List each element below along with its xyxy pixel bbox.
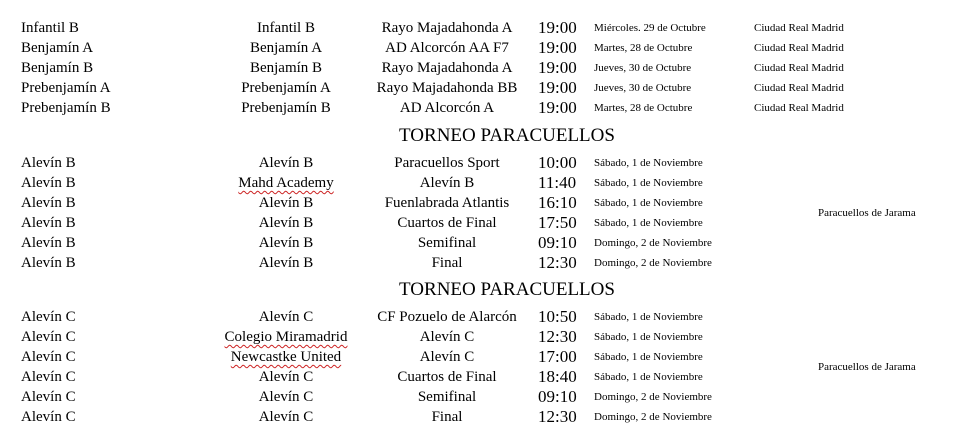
date-cell: Sábado, 1 de Noviembre [594,371,703,383]
team-cell: Alevín B [21,175,76,191]
date-cell: Domingo, 2 de Noviembre [594,411,712,423]
time-cell: 19:00 [538,18,577,37]
time-cell: 12:30 [538,253,577,272]
home-team-cell: Alevín B [258,155,314,171]
team-cell: Alevín C [21,309,76,325]
tournament-row [0,173,960,193]
home-team-cell: Colegio Miramadrid [224,329,348,345]
venue-cell: Ciudad Real Madrid [754,42,844,54]
tournament-row [0,327,960,347]
time-cell: 09:10 [538,233,577,252]
venue-cell: Ciudad Real Madrid [754,62,844,74]
tournament-row [0,193,960,213]
time-cell: 18:40 [538,367,577,386]
team-cell: Alevín B [21,195,76,211]
away-team-cell: AD Alcorcón AA F7 [385,40,509,56]
home-team-cell: Alevín C [258,389,314,405]
home-team-cell: Alevín B [258,255,314,271]
time-cell: 19:00 [538,58,577,77]
time-cell: 19:00 [538,98,577,117]
tournament-title: TORNEO PARACUELLOS [399,279,615,300]
away-team-cell: AD Alcorcón A [399,100,495,116]
away-team-cell: Semifinal [417,389,477,405]
tournament-row [0,233,960,253]
tournament-row [0,347,960,367]
date-cell: Sábado, 1 de Noviembre [594,177,703,189]
tournament-title: TORNEO PARACUELLOS [399,125,615,146]
team-cell: Prebenjamín B [21,100,111,116]
tournament-row [0,387,960,407]
team-cell: Alevín C [21,329,76,345]
away-team-cell: Alevín C [419,329,475,345]
tournament-row [0,213,960,233]
home-team-cell: Prebenjamín A [241,80,331,96]
time-cell: 12:30 [538,327,577,346]
venue-cell: Ciudad Real Madrid [754,102,844,114]
tournament-row [0,407,960,427]
away-team-cell: Fuenlabrada Atlantis [384,195,510,211]
date-cell: Sábado, 1 de Noviembre [594,351,703,363]
away-team-cell: Cuartos de Final [397,369,497,385]
home-team-cell: Mahd Academy [238,175,334,191]
team-cell: Alevín B [21,255,76,271]
team-cell: Infantil B [21,20,79,36]
away-team-cell: Alevín C [419,349,475,365]
tournament-venue: Paracuellos de Jarama [818,361,916,373]
home-team-cell: Prebenjamín B [241,100,331,116]
tournament-row [0,153,960,173]
away-team-cell: Cuartos de Final [397,215,497,231]
time-cell: 10:50 [538,307,577,326]
home-team-cell: Newcastke United [230,349,342,365]
home-team-cell: Alevín B [258,215,314,231]
away-team-cell: CF Pozuelo de Alarcón [377,309,517,325]
venue-cell: Ciudad Real Madrid [754,82,844,94]
time-cell: 09:10 [538,387,577,406]
time-cell: 19:00 [538,38,577,57]
home-team-cell: Benjamín B [249,60,323,76]
team-cell: Alevín C [21,389,76,405]
date-cell: Domingo, 2 de Noviembre [594,237,712,249]
team-cell: Prebenjamín A [21,80,111,96]
date-cell: Sábado, 1 de Noviembre [594,197,703,209]
team-cell: Alevín B [21,155,76,171]
team-cell: Alevín C [21,369,76,385]
home-team-cell: Alevín C [258,309,314,325]
away-team-cell: Paracuellos Sport [394,155,500,171]
team-cell: Benjamín B [21,60,94,76]
time-cell: 10:00 [538,153,577,172]
match-row [0,98,960,118]
date-cell: Domingo, 2 de Noviembre [594,257,712,269]
time-cell: 12:30 [538,407,577,426]
time-cell: 16:10 [538,193,577,212]
match-row [0,18,960,38]
away-team-cell: Alevín B [419,175,475,191]
venue-cell: Ciudad Real Madrid [754,22,844,34]
away-team-cell: Semifinal [417,235,477,251]
tournament-row [0,367,960,387]
time-cell: 19:00 [538,78,577,97]
home-team-cell: Alevín C [258,369,314,385]
away-team-cell: Final [431,255,463,271]
date-cell: Sábado, 1 de Noviembre [594,311,703,323]
team-cell: Benjamín A [21,40,94,56]
match-row [0,58,960,78]
tournament-venue: Paracuellos de Jarama [818,207,916,219]
time-cell: 17:00 [538,347,577,366]
home-team-cell: Alevín B [258,195,314,211]
date-cell: Domingo, 2 de Noviembre [594,391,712,403]
away-team-cell: Rayo Majadahonda BB [376,80,518,96]
team-cell: Alevín C [21,349,76,365]
date-cell: Sábado, 1 de Noviembre [594,331,703,343]
home-team-cell: Alevín B [258,235,314,251]
time-cell: 17:50 [538,213,577,232]
home-team-cell: Infantil B [257,20,315,36]
tournament-row [0,307,960,327]
away-team-cell: Rayo Majadahonda A [381,20,513,36]
away-team-cell: Rayo Majadahonda A [381,60,513,76]
home-team-cell: Alevín C [258,409,314,425]
match-row [0,78,960,98]
match-row [0,38,960,58]
team-cell: Alevín B [21,215,76,231]
date-cell: Sábado, 1 de Noviembre [594,217,703,229]
home-team-cell: Benjamín A [249,40,323,56]
date-cell: Martes, 28 de Octubre [594,42,693,54]
date-cell: Martes, 28 de Octubre [594,102,693,114]
date-cell: Sábado, 1 de Noviembre [594,157,703,169]
date-cell: Miércoles. 29 de Octubre [594,22,706,34]
time-cell: 11:40 [538,173,577,192]
tournament-row [0,253,960,273]
team-cell: Alevín B [21,235,76,251]
team-cell: Alevín C [21,409,76,425]
away-team-cell: Final [431,409,463,425]
date-cell: Jueves, 30 de Octubre [594,62,692,74]
date-cell: Jueves, 30 de Octubre [594,82,692,94]
